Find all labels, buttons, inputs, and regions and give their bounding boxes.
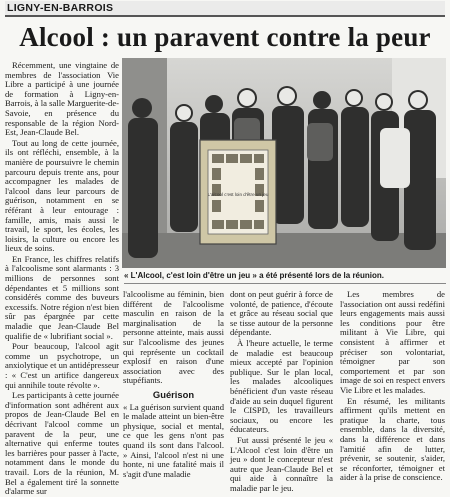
article-paragraph: « La guérison survient quand le malade atteint un bien-être physique, social et mental, ce que les gens n'ont pas quand ils sont dans l'alcool. » Ainsi, l'alcool n'est ni une honte, ni une fatalité mais il s'agit d'une maladie [123,401,224,479]
game-board-title: L'alcool c'est loin d'être un jeu [207,192,269,197]
group-photo [122,58,446,268]
article-paragraph: l'alcoolisme au féminin, bien différent de l'alcoolisme masculin en raison de la marginalisation de la personne atteinte, mais aussi sur l'alcoolisme des jeunes qui représente un cocktail explosif en raison d'une association avec des stupéfiants. [123,289,224,386]
column-4 [340,289,445,483]
game-board [200,140,276,244]
photo-caption: « L'Alcool, c'est loin d'être un jeu » a été présenté lors de la réunion. [124,271,446,284]
section-kicker: LIGNY-EN-BARROIS [7,2,114,14]
article-paragraph: Pour beaucoup, l'alcool agit comme un psychotrope, un anxiolytique et un antidépresseur : « C'est un artifice dangereux qui annihile toute révolte ». [5,341,119,390]
section-kicker-bar [5,1,445,17]
article-paragraph: Tout au long de cette journée, ils ont réfléchi, ensemble, à la manière de poursuivre le chemin parcouru depuis trente ans, pour accompagner les malades de l'alcool dans leur parcours de guérison, notamment en se référant à leur entourage : famille, amis, mais aussi le travail, le sport, les écoles, les loisirs, la culture ou encore les lieux de soins. [5,137,119,254]
article-paragraph: En France, les chiffres relatifs à l'alcoolisme sont alarmants : 3 millions de personnes sont dépendantes et 5 millions sont considérés comme des buveurs excessifs. Notre région n'est bien sûr pas épargnée par cette maladie que Jean-Claude Bel qualifie de « lubrifiant social ». [5,253,119,341]
column-1 [5,60,119,497]
article-paragraph: Récemment, une vingtaine de membres de l'association Vie Libre a participé à une journée de formation à Ligny-en-Barrois, à la salle Marguerite-de-Savoie, en présence du responsable de la région Nord-Est, Jean-Claude Bel. [5,60,119,138]
article-paragraph: dont on peut guérir à force de volonté, de patience, d'écoute et grâce au réseau social que se tisse autour de la personne dépendante. [230,289,333,338]
article-paragraph: En résumé, les militants affirment qu'ils mettent en pratique la charte, tous ensemble, dans la diversité, dans la différence et dans l'amitié afin de lutter, prévenir, se soutenir, s'aider, se réconforter, témoigner et aider à la prise de conscience. [340,395,445,483]
article-paragraph: Fut aussi présenté le jeu « L'Alcool c'est loin d'être un jeu » dont le concepteur n'est autre que Jean-Claude Bel et qui aide à connaître la maladie par le jeu. [230,434,333,493]
column-2 [123,289,224,479]
headline: Alcool : un paravent contre la peur [19,22,431,52]
group-photo-illustration [122,58,446,268]
subheading-guerison: Guérison [152,388,195,400]
article-paragraph: Les participants à cette journée d'information sont adhérent aux propos de Jean-Claude Bel en décrivant l'alcool comme un paravent de la peur, une alternative qui enferme toutes les barrières pour passer à l'acte, notamment dans le monde du travail. Lors de la réunion, M. Bel a également tiré la sonnette d'alarme sur [5,390,119,497]
article-paragraph: Les membres de l'association ont aussi redéfini leurs engagements mais aussi les conditions pour être militant à Vie Libre, qui consistent à affirmer et préciser son volontariat, témoigner par son comportement et par son image de soi en respect envers Vie Libre et les malades. [340,289,445,395]
article-paragraph: À l'heure actuelle, le terme de maladie est beaucoup mieux accepté par l'opinion publique. Sur le plan local, les malades alcooliques bénéficient d'un vaste réseau d'aide au sein duquel figurent le CISPD, les travailleurs sociaux, ou encore les éducateurs. [230,337,333,435]
column-3 [230,289,333,493]
